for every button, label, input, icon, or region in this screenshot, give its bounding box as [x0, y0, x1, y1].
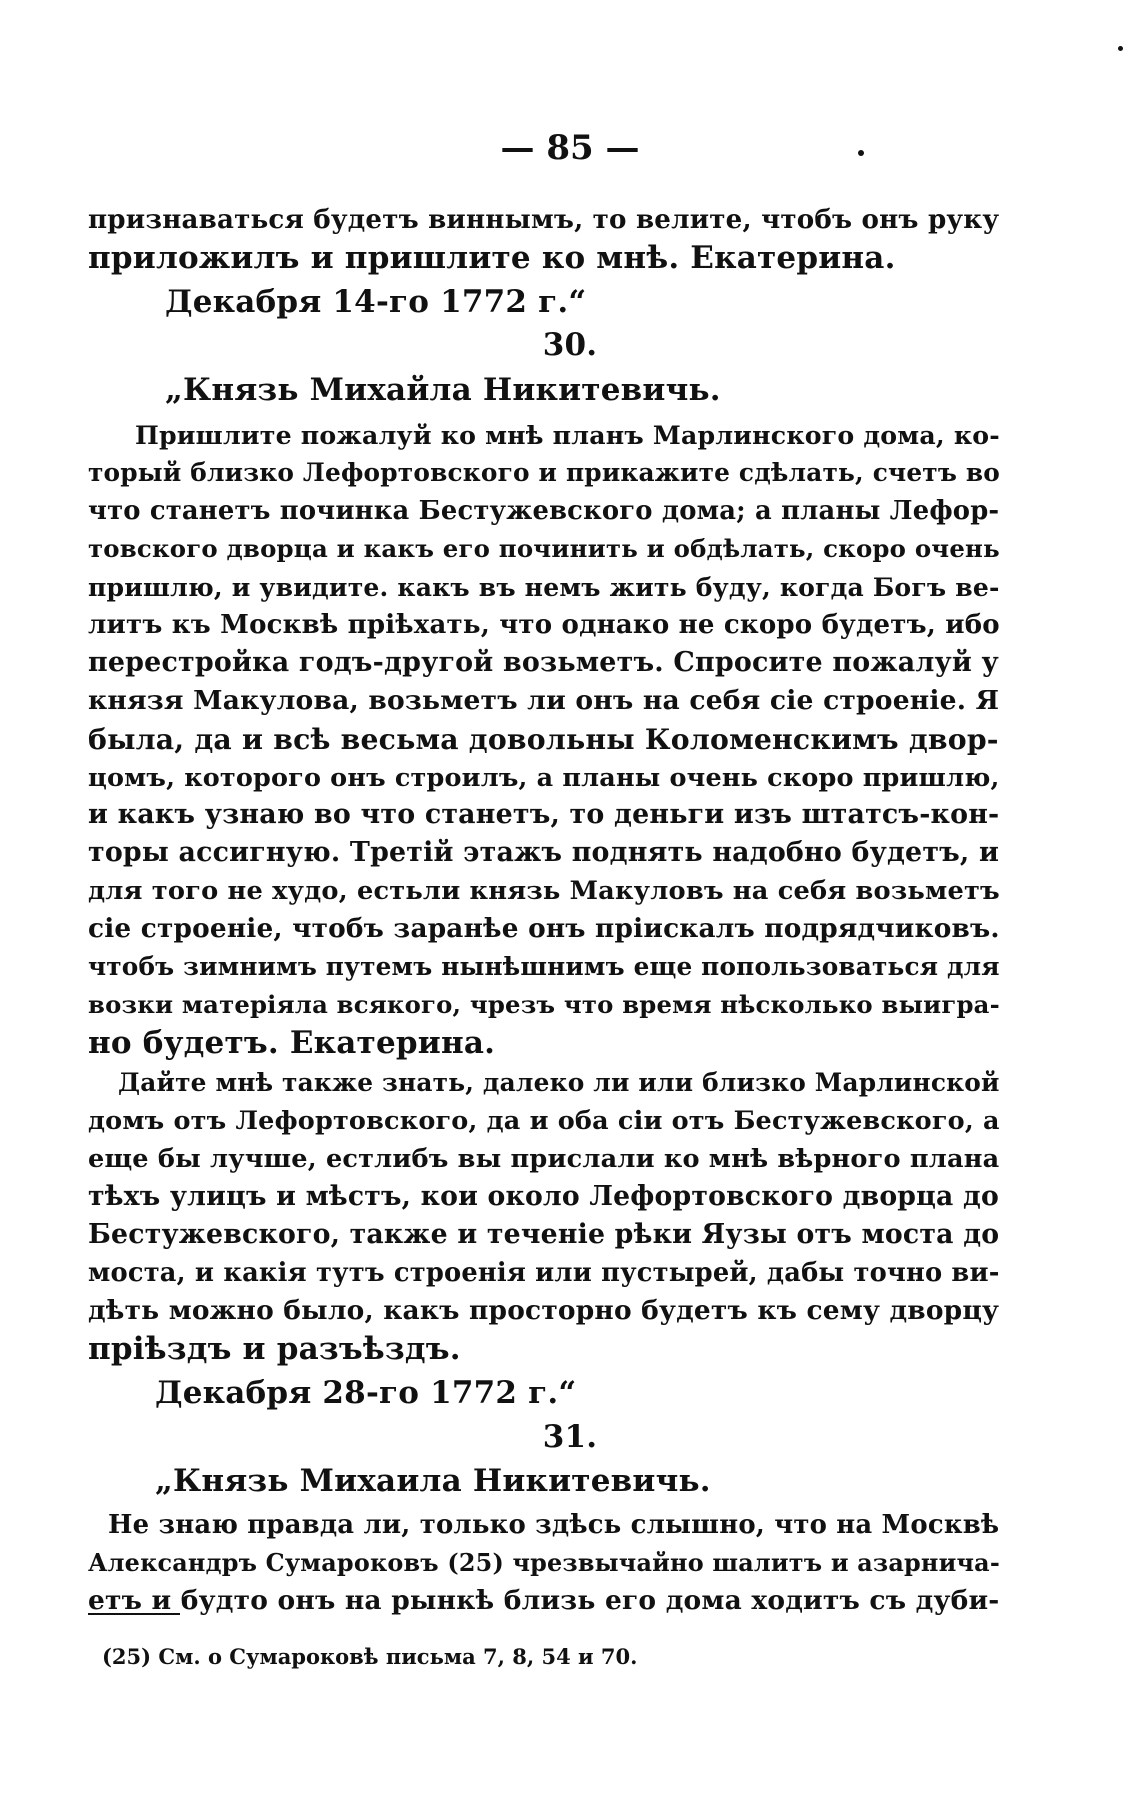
signature-line: но будетъ. Екатерина.: [88, 1025, 496, 1061]
text-line: тѣхъ улицъ и мѣстъ, кои около Лефортовского дворца до: [88, 1181, 999, 1212]
letter-salutation: „Князь Михайла Никитевичь.: [165, 372, 721, 408]
text-line: торы ассигную. Третій этажъ поднять надобно будетъ, и: [88, 837, 1000, 868]
text-line: цомъ, которого онъ строилъ, а планы очень скоро пришлю,: [88, 762, 1000, 792]
text-line: приложилъ и пришлите ко мнѣ. Екатерина.: [88, 240, 896, 276]
text-line: пришлю, и увидите. какъ въ немъ жить буду, когда Богъ ве-: [88, 572, 1000, 602]
letter-number: 30.: [542, 327, 598, 363]
text-line: Пришлите пожалуй ко мнѣ планъ Марлинского дома, ко-: [135, 420, 1000, 450]
text-line: и какъ узнаю во что станетъ, то деньги изъ штатсъ-кон-: [88, 799, 1000, 830]
print-speck: [858, 150, 864, 156]
text-line: перестройка годъ-другой возьметъ. Спросите пожалуй у: [88, 647, 999, 678]
text-line: сіе строеніе, чтобъ заранѣе онъ пріискалъ подрядчиковъ.: [88, 913, 1000, 944]
text-line: признаваться будетъ виннымъ, то велите, чтобъ онъ руку: [88, 204, 1000, 235]
text-line: домъ отъ Лефортовского, да и оба сіи отъ Бестужевского, а: [88, 1106, 1000, 1136]
text-line: пріѣздъ и разъѣздъ.: [88, 1331, 461, 1367]
letter-number: 31.: [542, 1419, 598, 1455]
text-line: моста, и какія тутъ строенія или пустырей, дабы точно ви-: [88, 1258, 1000, 1288]
text-line: была, да и всѣ весьма довольны Коломенскимъ двор-: [88, 722, 999, 756]
text-line: Бестужевского, также и теченіе рѣки Яузы отъ моста до: [88, 1219, 1000, 1250]
text-line: князя Макулова, возьметъ ли онъ на себя сіе строеніе. Я: [88, 685, 1000, 716]
text-line: возки матеріяла всякого, чрезъ что время нѣсколько выигра-: [88, 990, 1000, 1019]
text-line: что станетъ починка Бестужевского дома; а планы Лефор-: [88, 496, 1000, 526]
text-line: торый близко Лефортовского и прикажите сдѣлать, счетъ во: [88, 458, 1001, 487]
text-line: товского дворца и какъ его починить и обдѣлать, скоро очень: [88, 534, 1000, 563]
text-line: Не знаю правда ли, только здѣсь слышно, что на Москвѣ: [108, 1510, 1000, 1540]
text-line: Дайте мнѣ также знать, далеко ли или близко Марлинской: [118, 1068, 1000, 1097]
text-line: литъ къ Москвѣ пріѣхать, что однако не скоро будетъ, ибо: [88, 610, 1000, 640]
letter-salutation: „Князь Михаила Никитевичь.: [155, 1463, 711, 1499]
date-line: Декабря 28-го 1772 г.“: [155, 1375, 577, 1411]
text-line: етъ и будто онъ на рынкѣ близь его дома ходитъ съ дуби-: [88, 1585, 1000, 1616]
text-line: Александръ Сумароковъ (25) чрезвычайно шалитъ и азарнича-: [88, 1549, 1000, 1577]
text-line: для того не худо, естьли князь Макуловъ на себя возьметъ: [88, 876, 1000, 906]
text-line: дѣть можно было, какъ просторно будетъ къ сему дворцу: [88, 1295, 1000, 1326]
page-number: — 85 —: [500, 128, 640, 168]
date-line: Декабря 14-го 1772 г.“: [165, 284, 587, 320]
footnote-divider: [88, 1613, 180, 1615]
text-line: чтобъ зимнимъ путемъ нынѣшнимъ еще попользоваться для: [88, 952, 1000, 981]
print-speck: [1118, 46, 1123, 51]
text-line: еще бы лучше, естлибъ вы прислали ко мнѣ вѣрного плана: [88, 1144, 1000, 1174]
footnote: (25) См. о Сумароковѣ письма 7, 8, 54 и 70.: [102, 1644, 638, 1669]
